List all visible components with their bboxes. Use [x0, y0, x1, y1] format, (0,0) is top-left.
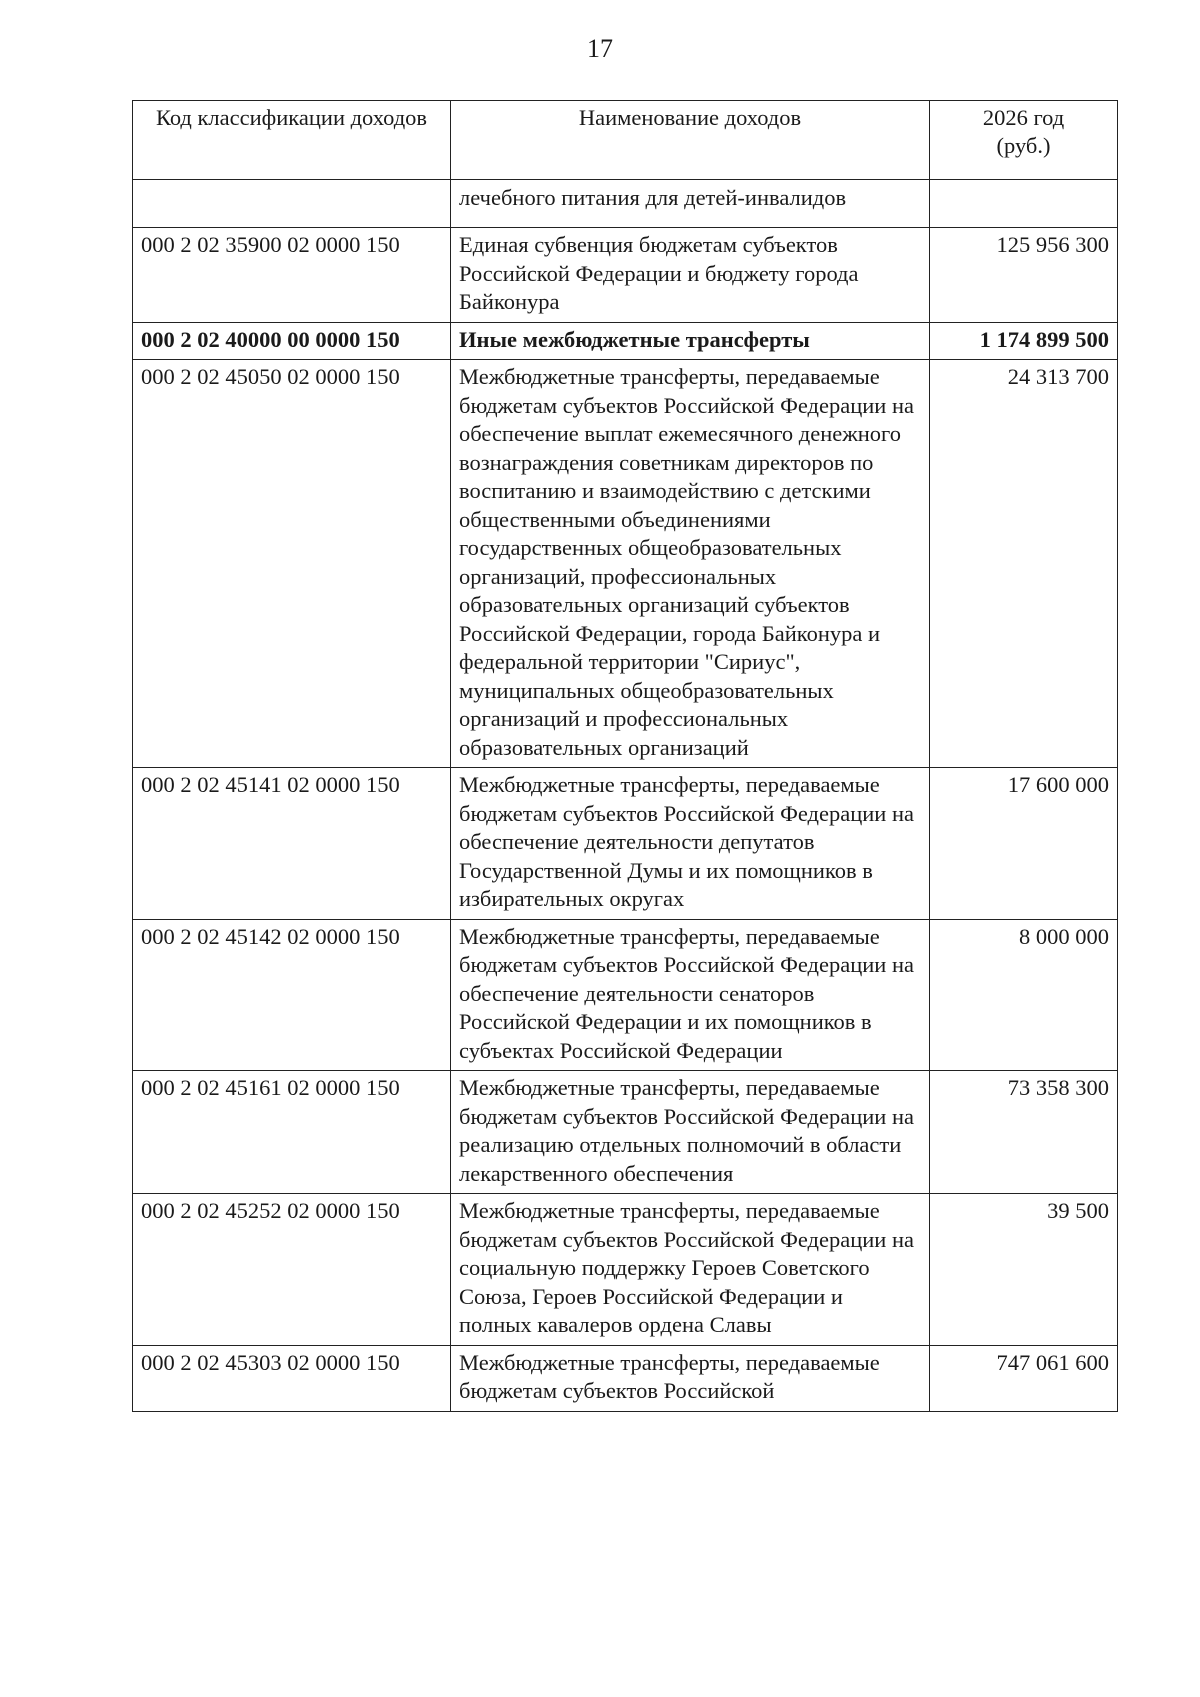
table-row — [133, 228, 1118, 323]
row-code: 000 2 02 45142 02 0000 150 — [133, 919, 451, 1071]
row-amount: 747 061 600 — [930, 1345, 1118, 1411]
row-amount: 1 174 899 500 — [930, 322, 1118, 360]
header-amount — [930, 101, 1118, 180]
row-code: 000 2 02 45303 02 0000 150 — [133, 1345, 451, 1411]
table-row — [133, 1345, 1118, 1411]
table-row — [133, 919, 1118, 1071]
header-name: Наименование доходов — [451, 101, 930, 180]
table-row — [133, 768, 1118, 920]
header-code: Код классификации доходов — [133, 101, 451, 180]
row-code: 000 2 02 40000 00 0000 150 — [133, 322, 451, 360]
header-amount-unit: (руб.) — [996, 133, 1051, 158]
row-amount — [930, 180, 1118, 228]
table-row — [133, 180, 1118, 228]
row-name: Межбюджетные трансферты, передаваемые бюджетам субъектов Российской Федерации на обеспечение выплат ежемесячного денежного вознаграждения советникам директоров по воспитанию и взаимодействию с детскими общественными объединениями государственных общеобразовательных организаций, профессиональных образовательных организаций субъектов Российской Федерации, города Байконура и федеральной территории "Сириус", муниципальных общеобразовательных организаций и профессиональных образовательных организаций — [451, 360, 930, 768]
row-amount: 125 956 300 — [930, 228, 1118, 323]
page-number: 17 — [587, 34, 613, 63]
row-name: Межбюджетные трансферты, передаваемые бюджетам субъектов Российской Федерации на реализацию отдельных полномочий в области лекарственного обеспечения — [451, 1071, 930, 1194]
row-name: Единая субвенция бюджетам субъектов Российской Федерации и бюджету города Байконура — [451, 228, 930, 323]
row-amount: 24 313 700 — [930, 360, 1118, 768]
row-amount: 39 500 — [930, 1194, 1118, 1346]
row-code: 000 2 02 45050 02 0000 150 — [133, 360, 451, 768]
table-row — [133, 1071, 1118, 1194]
row-name: Межбюджетные трансферты, передаваемые бюджетам субъектов Российской Федерации на обеспечение деятельности сенаторов Российской Федерации и их помощников в субъектах Российской Федерации — [451, 919, 930, 1071]
row-amount: 8 000 000 — [930, 919, 1118, 1071]
row-code: 000 2 02 45161 02 0000 150 — [133, 1071, 451, 1194]
row-code: 000 2 02 35900 02 0000 150 — [133, 228, 451, 323]
header-amount-year: 2026 год — [982, 105, 1065, 130]
table-header-row — [133, 101, 1118, 180]
row-name: Иные межбюджетные трансферты — [451, 322, 930, 360]
row-name: лечебного питания для детей-инвалидов — [451, 180, 930, 228]
row-name: Межбюджетные трансферты, передаваемые бюджетам субъектов Российской Федерации на социальную поддержку Героев Советского Союза, Героев Российской Федерации и полных кавалеров ордена Славы — [451, 1194, 930, 1346]
row-code — [133, 180, 451, 228]
row-code: 000 2 02 45141 02 0000 150 — [133, 768, 451, 920]
row-name: Межбюджетные трансферты, передаваемые бюджетам субъектов Российской Федерации на обеспечение деятельности депутатов Государственной Думы и их помощников в избирательных округах — [451, 768, 930, 920]
table-row — [133, 360, 1118, 768]
table-row-section-total — [133, 322, 1118, 360]
row-amount: 73 358 300 — [930, 1071, 1118, 1194]
revenue-table — [132, 100, 1118, 1412]
table-row — [133, 1194, 1118, 1346]
row-amount: 17 600 000 — [930, 768, 1118, 920]
row-code: 000 2 02 45252 02 0000 150 — [133, 1194, 451, 1346]
row-name: Межбюджетные трансферты, передаваемые бюджетам субъектов Российской — [451, 1345, 930, 1411]
